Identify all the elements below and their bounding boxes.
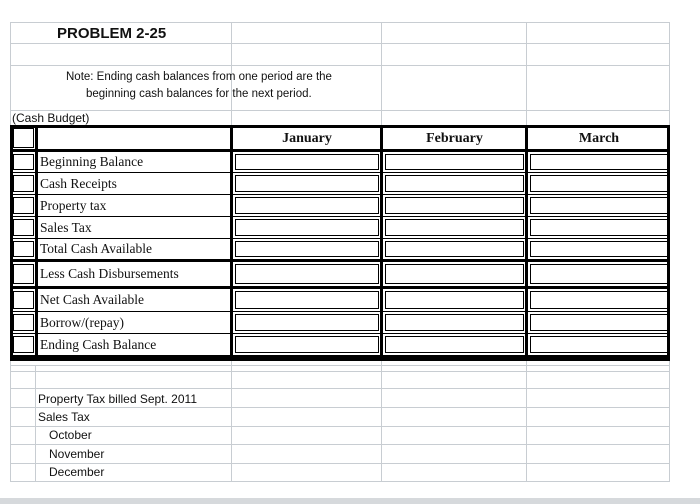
row-label-total-cash-available: Total Cash Available [40,241,153,256]
sales-tax-note: Sales Tax [38,410,90,424]
section-label: (Cash Budget) [12,111,90,125]
cell-box [13,336,34,353]
cell-box [13,128,34,148]
cell-box [530,291,668,309]
cell-box [530,264,668,284]
gridline [10,110,670,111]
gridline [35,365,36,482]
row-line [10,333,670,334]
table-rule [10,149,670,152]
gridline [10,388,670,389]
cell-box [530,219,668,236]
cell-box [530,154,668,170]
month-october: October [49,428,92,442]
cell-box [235,314,379,331]
cell-box [385,336,524,353]
note-line-1: Note: Ending cash balances from one period are the [66,71,332,83]
cell-box [235,241,379,257]
table-rule [10,259,670,262]
row-label-borrow-repay: Borrow/(repay) [40,315,124,330]
cell-box [13,241,34,257]
cell-box [385,241,524,257]
cell-box [385,314,524,331]
problem-title: PROBLEM 2-25 [57,25,167,42]
column-header-february: February [426,131,483,146]
row-label-property-tax: Property tax [40,198,107,213]
cell-box [530,175,668,192]
cell-box [235,197,379,214]
gridline [10,426,670,427]
cell-box [530,241,668,257]
gridline [10,65,670,66]
cell-box [385,197,524,214]
cell-box [235,219,379,236]
cell-box [530,336,668,353]
gridline [10,22,670,23]
row-line [10,311,670,312]
note-line-2: beginning cash balances for the next period. [86,88,312,100]
cell-box [13,197,34,214]
row-line [10,172,670,173]
cell-box [235,291,379,309]
cell-box [235,336,379,353]
gridline [10,444,670,445]
row-label-ending-cash-balance: Ending Cash Balance [40,337,157,352]
gridline [10,365,670,366]
cell-box [13,264,34,284]
column-header-january: January [282,131,332,146]
table-rule [230,125,233,361]
gridline [10,43,670,44]
table-rule [35,125,38,361]
row-label-cash-receipts: Cash Receipts [40,176,117,191]
cell-box [235,175,379,192]
row-line [10,238,670,239]
gridline [10,463,670,464]
gridline [10,371,670,372]
table-rule [525,125,528,361]
gridline [10,481,670,482]
table-rule [10,286,670,289]
cell-box [530,197,668,214]
month-november: November [49,447,105,461]
cell-box [385,264,524,284]
month-december: December [49,465,105,479]
row-line [10,216,670,217]
property-tax-note: Property Tax billed Sept. 2011 [38,392,197,406]
row-label-beginning-balance: Beginning Balance [40,154,144,169]
cell-box [13,154,34,170]
cell-box [385,154,524,170]
cell-box [530,314,668,331]
cell-box [235,264,379,284]
gridline [10,407,670,408]
row-label-net-cash-available: Net Cash Available [40,292,144,307]
column-header-march: March [578,131,620,146]
row-label-less-cash-disbursements: Less Cash Disbursements [40,266,179,281]
cell-box [13,314,34,331]
table-rule [10,355,670,361]
row-label-sales-tax: Sales Tax [40,220,92,235]
cell-box [235,154,379,170]
table-rule [380,125,383,361]
row-line [10,194,670,195]
cell-box [13,219,34,236]
cell-box [385,291,524,309]
page-bottom-edge [0,498,700,504]
cell-box [385,219,524,236]
cell-box [385,175,524,192]
cell-box [13,175,34,192]
cell-box [13,291,34,309]
